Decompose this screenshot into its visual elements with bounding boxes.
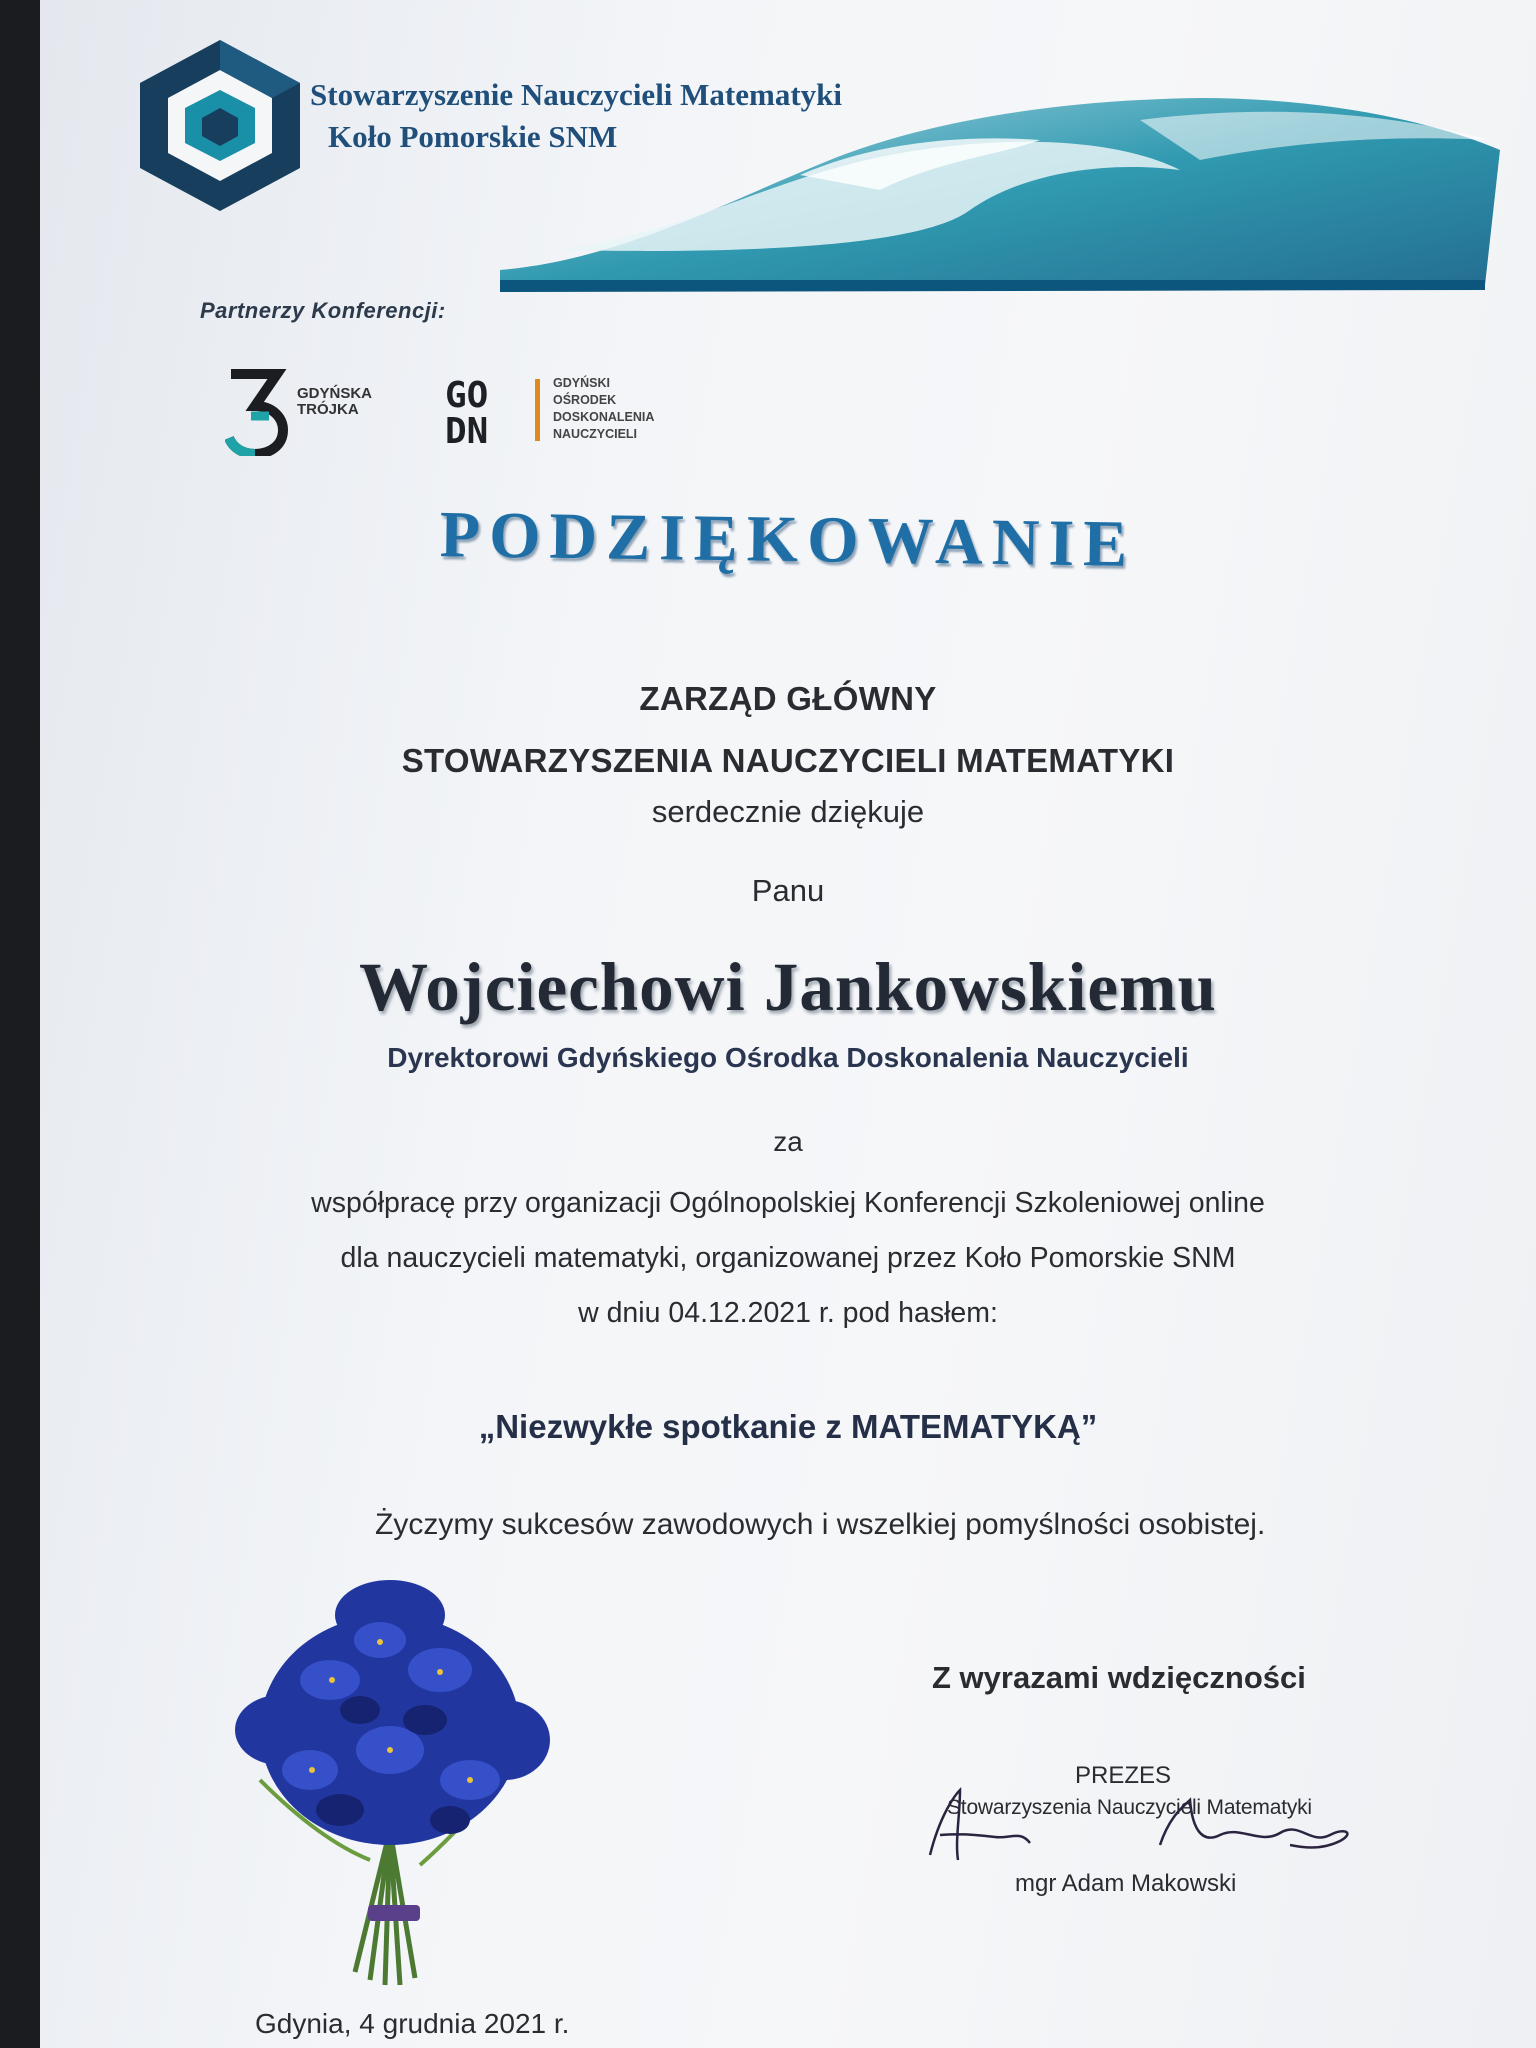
- snm-hexagon-logo: [135, 38, 305, 213]
- trojka-line1: GDYŃSKA: [297, 385, 373, 402]
- partners-label: Partnerzy Konferencji:: [200, 298, 446, 323]
- certificate-paper: [40, 0, 1536, 2048]
- board-line1: ZARZĄD GŁÓWNY: [639, 680, 937, 717]
- godn-mark-top: GO: [445, 375, 489, 416]
- recipient-name: Wojciechowi Jankowskiemu: [359, 949, 1217, 1025]
- president-title: PREZES: [1075, 1762, 1172, 1789]
- body-line3: w dniu 04.12.2021 r. pod hasłem:: [578, 1297, 998, 1329]
- document-title: PODZIĘKOWANIE: [439, 498, 1137, 581]
- president-organization: Stowarzyszenia Nauczycieli Matematyki: [947, 1796, 1312, 1819]
- place-and-date: Gdynia, 4 grudnia 2021 r.: [255, 2008, 570, 2039]
- board-heading: [40, 668, 1536, 792]
- blue-iris-bouquet: [220, 1580, 560, 2000]
- handwritten-signature: [900, 1775, 1360, 1870]
- board-line2: STOWARZYSZENIA NAUCZYCIELI MATEMATYKI: [401, 742, 1175, 779]
- body-text: [40, 1176, 1536, 1341]
- godn-mark-bottom: DN: [445, 411, 489, 447]
- godn-line1: GDYŃSKI: [553, 376, 610, 390]
- trojka-line2: TRÓJKA: [297, 401, 359, 418]
- body-line1: współpracę przy organizacji Ogólnopolskiej Konferencji Szkoleniowej online: [311, 1187, 1265, 1219]
- org-name-line1: Stowarzyszenie Nauczycieli Matematyki: [310, 77, 843, 112]
- salutation: Panu: [751, 873, 825, 908]
- signer-name: mgr Adam Makowski: [1015, 1870, 1237, 1897]
- wishes-text: Życzymy sukcesów zawodowych i wszelkiej pomyślności osobistej.: [375, 1508, 1266, 1541]
- trojka-3-icon: [225, 368, 290, 456]
- godn-logo: [445, 375, 705, 455]
- org-name-line2: Koło Pomorskie SNM: [328, 119, 618, 154]
- za-text: za: [773, 1126, 803, 1157]
- godn-line2: OŚRODEK: [553, 393, 617, 407]
- thanks-text: serdecznie dziękuje: [651, 794, 925, 829]
- godn-line4: NAUCZYCIELI: [553, 427, 638, 441]
- recipient-role: Dyrektorowi Gdyńskiego Ośrodka Doskonalenia Nauczycieli: [387, 1042, 1189, 1073]
- godn-mark-icon: [445, 375, 545, 447]
- gdynska-trojka-logo: [225, 368, 400, 456]
- closing-regards: Z wyrazami wdzięczności: [932, 1660, 1306, 1695]
- godn-line3: DOSKONALENIA: [553, 410, 655, 424]
- organization-name: [310, 74, 842, 158]
- body-line2: dla nauczycieli matematyki, organizowanej przez Koło Pomorskie SNM: [340, 1242, 1236, 1274]
- conference-motto: „Niezwykłe spotkanie z MATEMATYKĄ”: [478, 1408, 1098, 1445]
